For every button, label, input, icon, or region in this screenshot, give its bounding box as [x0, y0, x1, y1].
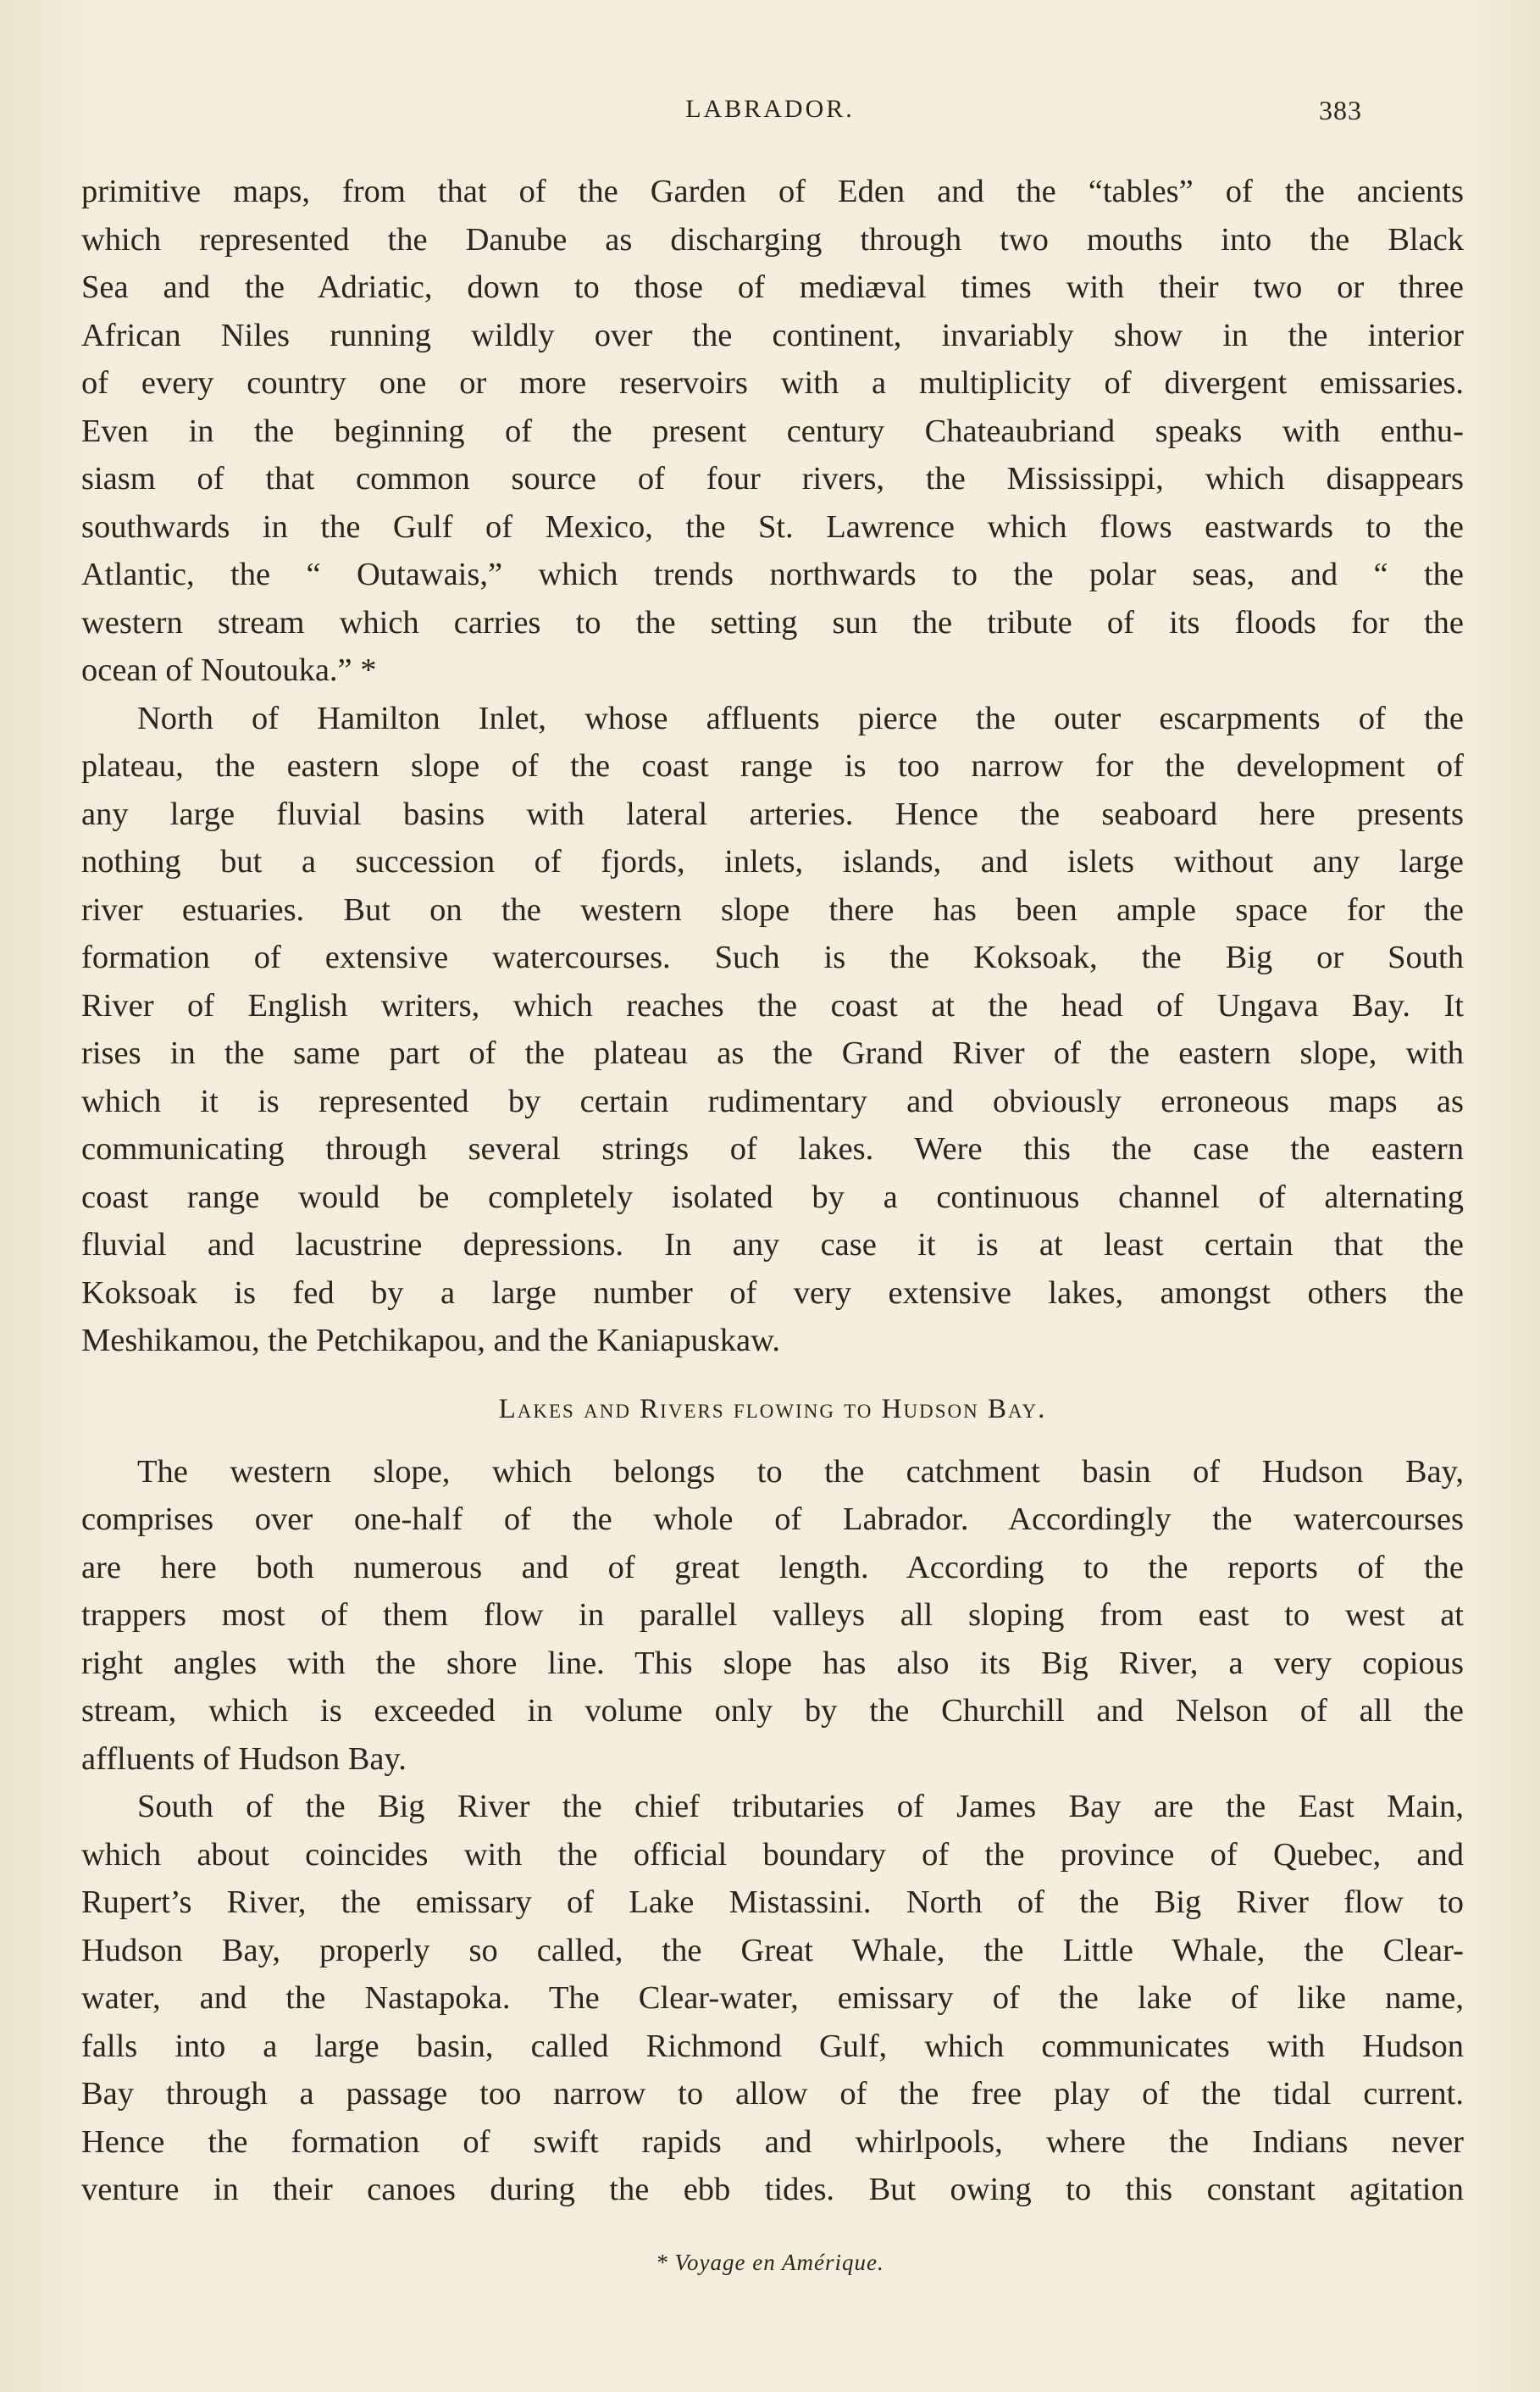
text-line: which it is represented by certain rudimentary and obviously erroneous maps as: [81, 1083, 1464, 1119]
footnote: * Voyage en Amérique.: [656, 2250, 884, 2275]
text-line: which represented the Danube as discharging through two mouths into the Black: [81, 221, 1464, 258]
text-line: Even in the beginning of the present century Chateaubriand speaks with enthu-: [81, 413, 1464, 449]
body-text: [81, 168, 1464, 2214]
text-line: African Niles running wildly over the continent, invariably show in the interior: [81, 317, 1464, 353]
text-line: water, and the Nastapoka. The Clear-water, emissary of the lake of like name,: [81, 1980, 1464, 2016]
text-line: falls into a large basin, called Richmond Gulf, which communicates with Hudson: [81, 2028, 1464, 2064]
text-line: of every country one or more reservoirs with a multiplicity of divergent emissaries.: [81, 365, 1464, 401]
text-line: affluents of Hudson Bay.: [81, 1740, 407, 1777]
text-line: Hence the formation of swift rapids and whirlpools, where the Indians never: [81, 2123, 1464, 2160]
page-number: 383: [1319, 95, 1362, 125]
text-line: which about coincides with the official boundary of the province of Quebec, and: [81, 1836, 1464, 1873]
text-line: venture in their canoes during the ebb tides. But owing to this constant agitation: [81, 2172, 1464, 2207]
text-line: siasm of that common source of four rivers, the Mississippi, which disappears: [81, 461, 1464, 497]
text-line: rises in the same part of the plateau as the Grand River of the eastern slope, with: [81, 1035, 1464, 1071]
text-line: comprises over one-half of the whole of Labrador. Accordingly the watercourses: [81, 1501, 1464, 1537]
text-line: Koksoak is fed by a large number of very extensive lakes, amongst others the: [81, 1274, 1464, 1311]
text-line: are here both numerous and of great length. According to the reports of the: [81, 1549, 1464, 1585]
text-line: right angles with the shore line. This slope has also its Big River, a very copious: [81, 1645, 1464, 1681]
text-line: primitive maps, from that of the Garden of Eden and the “tables” of the ancients: [81, 174, 1464, 209]
text-line: Hudson Bay, properly so called, the Great Whale, the Little Whale, the Clear-: [81, 1932, 1464, 1968]
text-line: South of the Big River the chief tributaries of James Bay are the East Main,: [137, 1789, 1464, 1824]
text-line: The western slope, which belongs to the catchment basin of Hudson Bay,: [137, 1453, 1464, 1490]
text-line: River of English writers, which reaches the coast at the head of Ungava Bay. It: [81, 987, 1464, 1024]
text-line: ocean of Noutouka.” *: [81, 652, 377, 688]
text-line: western stream which carries to the setting sun the tribute of its floods for the: [81, 604, 1464, 641]
text-line: stream, which is exceeded in volume only by the Churchill and Nelson of all the: [81, 1693, 1464, 1729]
text-line: Atlantic, the “ Outawais,” which trends northwards to the polar seas, and “ the: [81, 557, 1464, 592]
running-title: LABRADOR.: [685, 95, 855, 123]
text-line: Sea and the Adriatic, down to those of mediæval times with their two or three: [81, 269, 1464, 305]
section-heading: Lakes and Rivers flowing to Hudson Bay.: [498, 1393, 1047, 1424]
running-head: [0, 93, 1540, 130]
text-line: nothing but a succession of fjords, inlets, islands, and islets without any large: [81, 844, 1464, 880]
text-line: communicating through several strings of lakes. Were this the case the eastern: [81, 1131, 1464, 1167]
text-line: plateau, the eastern slope of the coast range is too narrow for the development of: [81, 748, 1464, 784]
text-line: river estuaries. But on the western slope there has been ample space for the: [81, 891, 1464, 928]
text-line: coast range would be completely isolated by a continuous channel of alternating: [81, 1179, 1464, 1215]
text-line: Bay through a passage too narrow to allow of the free play of the tidal current.: [81, 2076, 1464, 2112]
text-line: North of Hamilton Inlet, whose affluents pierce the outer escarpments of the: [137, 700, 1464, 736]
text-line: southwards in the Gulf of Mexico, the St. Lawrence which flows eastwards to the: [81, 508, 1464, 545]
text-line: Rupert’s River, the emissary of Lake Mistassini. North of the Big River flow to: [81, 1884, 1464, 1920]
text-line: fluvial and lacustrine depressions. In any case it is at least certain that the: [81, 1227, 1464, 1263]
text-line: Meshikamou, the Petchikapou, and the Kaniapuskaw.: [81, 1323, 781, 1358]
text-line: formation of extensive watercourses. Such is the Koksoak, the Big or South: [81, 940, 1464, 975]
text-line: trappers most of them flow in parallel valleys all sloping from east to west at: [81, 1597, 1464, 1633]
text-line: any large fluvial basins with lateral arteries. Hence the seaboard here presents: [81, 796, 1464, 832]
